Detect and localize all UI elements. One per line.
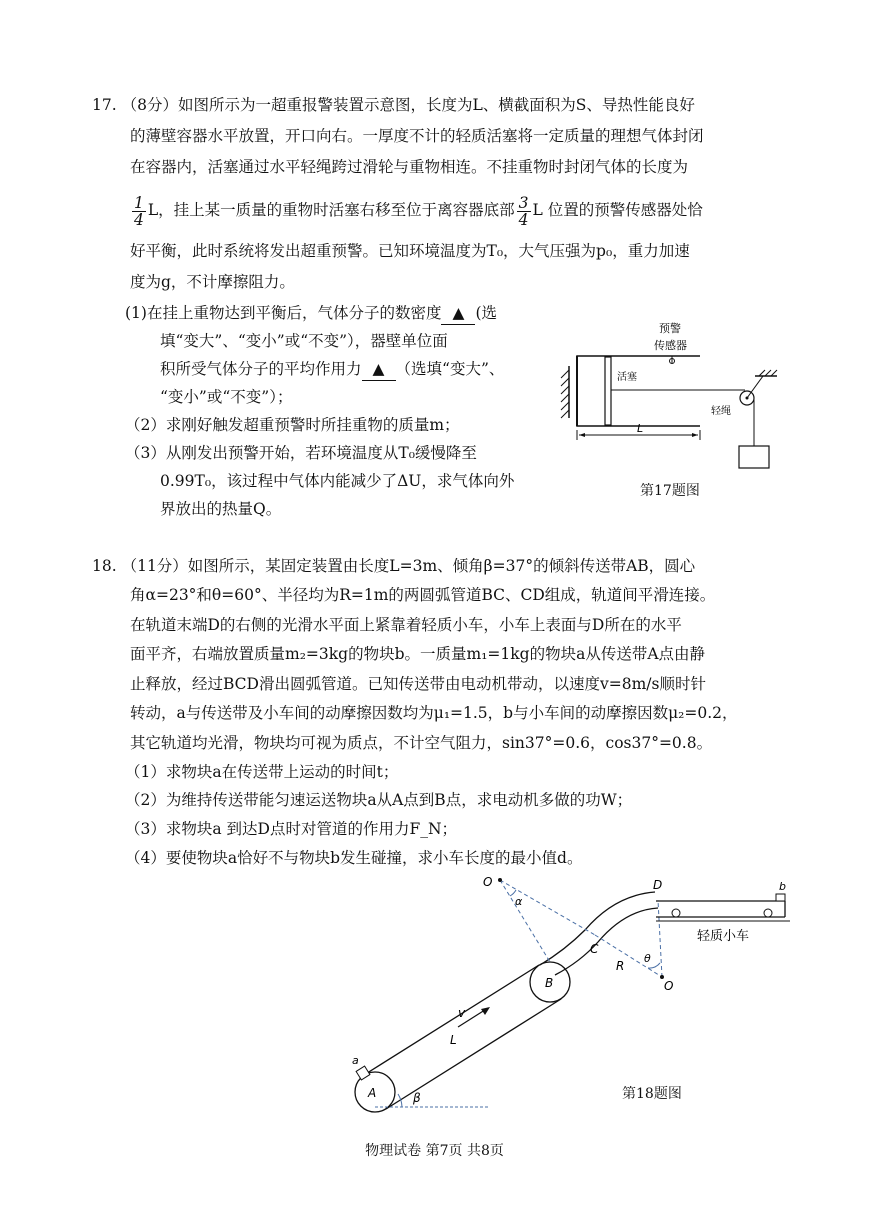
figure-18-caption: 第18题图 — [622, 1086, 682, 1102]
fig18-label-a: a — [352, 1054, 359, 1067]
q18-sub1: （1）求物块a在传送带上运动的时间t； — [125, 763, 399, 781]
q17-sub3-line-3: 界放出的热量Q。 — [160, 500, 282, 518]
fig18-label-alpha: α — [515, 895, 523, 908]
q18-sub2: （2）为维持传送带能匀速运送物块a从A点到B点，求电动机多做的功W； — [125, 791, 633, 809]
q17-sub1-line-3: 积所受气体分子的平均作用力 ▲ （选填“变大”、 — [160, 358, 504, 381]
q17-line-2: 的薄壁容器水平放置，开口向右。一厚度不计的轻质活塞将一定质量的理想气体封闭 — [130, 127, 704, 145]
fig18-label-L: L — [450, 1033, 457, 1047]
fig18-label-v: v — [458, 1006, 466, 1020]
fig18-label-b: b — [779, 880, 786, 893]
fig18-label-A: A — [368, 1086, 377, 1100]
q17-line-4: $\frac{1}{4}$ L，挂上某一质量的重物时活塞右移至位于离容器底部 $\frac{3}{4}$ L 位置的预警传感器处恰 — [134, 193, 703, 229]
fraction-one-quarter: $\frac{1}{4}$ — [134, 193, 144, 229]
fraction-three-quarter: $\frac{3}{4}$ — [518, 193, 529, 229]
fig18-label-O1: O — [483, 875, 493, 889]
q17-line-5: 好平衡，此时系统将发出超重预警。已知环境温度为T₀，大气压强为p₀，重力加速 — [130, 242, 690, 260]
q18-line-7: 其它轨道均光滑，物块均可视为质点，不计空气阻力，sin37°=0.6，cos37°=0.8。 — [130, 734, 713, 752]
q17-sub1-line-1: (1)在挂上重物达到平衡后，气体分子的数密度 ▲ (选 — [125, 302, 497, 325]
fig18-label-D: D — [653, 878, 663, 892]
fig17-label-piston: 活塞 — [617, 372, 637, 383]
q18-line-1: 18. （11分）如图所示，某固定装置由长度L=3m、倾角β=37°的倾斜传送带AB，圆心 — [92, 557, 696, 575]
answer-blank-2: ▲ — [362, 358, 396, 381]
q17-line-1: 17. （8分）如图所示为一超重报警装置示意图，长度为L、横截面积为S、导热性能良好 — [92, 96, 695, 114]
q18-line-4: 面平齐，右端放置质量m₂=3kg的物块b。一质量m₁=1kg的物块a从传送带A点由静 — [130, 645, 706, 663]
q18-line-2: 角α=23°和θ=60°、半径均为R=1m的两圆弧管道BC、CD组成，轨道间平滑连接。 — [130, 586, 716, 604]
fig18-label-beta: β — [413, 1091, 421, 1105]
q18-sub4: （4）要使物块a恰好不与物块b发生碰撞，求小车长度的最小值d。 — [125, 849, 583, 867]
fig18-label-O2: O — [664, 979, 674, 993]
q18-line-6: 转动，a与传送带及小车间的动摩擦因数均为μ₁=1.5，b与小车间的动摩擦因数μ₂=0.2， — [130, 704, 738, 722]
fig18-label-R: R — [616, 959, 625, 973]
fig18-label-theta: θ — [644, 952, 651, 965]
q17-line-3: 在容器内，活塞通过水平轻绳跨过滑轮与重物相连。不挂重物时封闭气体的长度为 — [130, 158, 689, 176]
fig18-label-B: B — [545, 976, 554, 990]
figure-17-caption: 第17题图 — [640, 483, 700, 499]
q17-sub1-line-4: “变小”或“不变”）； — [160, 388, 293, 406]
fig17-label-rope: 轻绳 — [711, 406, 731, 417]
figure-17-diagram — [555, 318, 795, 478]
fig17-label-sensor-2: 传感器 — [654, 339, 687, 352]
q17-sub3-line-2: 0.99T₀，该过程中气体内能减少了ΔU，求气体向外 — [160, 472, 515, 490]
q17-line-6: 度为g，不计摩擦阻力。 — [130, 273, 295, 291]
q18-sub3: （3）求物块a 到达D点时对管道的作用力F_N； — [125, 820, 458, 838]
q18-line-5: 止释放，经过BCD滑出圆弧管道。已知传送带由电动机带动，以速度v=8m/s顺时针 — [130, 675, 706, 693]
q17-sub3-line-1: （3）从刚发出预警开始，若环境温度从T₀缓慢降至 — [125, 444, 477, 462]
q17-sub2: （2）求刚好触发超重预警时所挂重物的质量m； — [125, 416, 460, 434]
page-footer: 物理试卷 第7页 共8页 — [365, 1143, 504, 1159]
answer-blank-1: ▲ — [441, 302, 475, 325]
fig17-label-sensor-1: 预警 — [659, 322, 681, 335]
fig18-label-cart: 轻质小车 — [697, 929, 750, 944]
fig18-label-C: C — [590, 942, 599, 956]
q18-line-3: 在轨道末端D的右侧的光滑水平面上紧靠着轻质小车，小车上表面与D所在的水平 — [130, 616, 682, 634]
q17-sub1-line-2: 填“变大”、“变小”或“不变”），器壁单位面 — [160, 332, 448, 350]
figure-18-diagram — [340, 870, 800, 1120]
fig17-label-L: L — [637, 422, 644, 435]
